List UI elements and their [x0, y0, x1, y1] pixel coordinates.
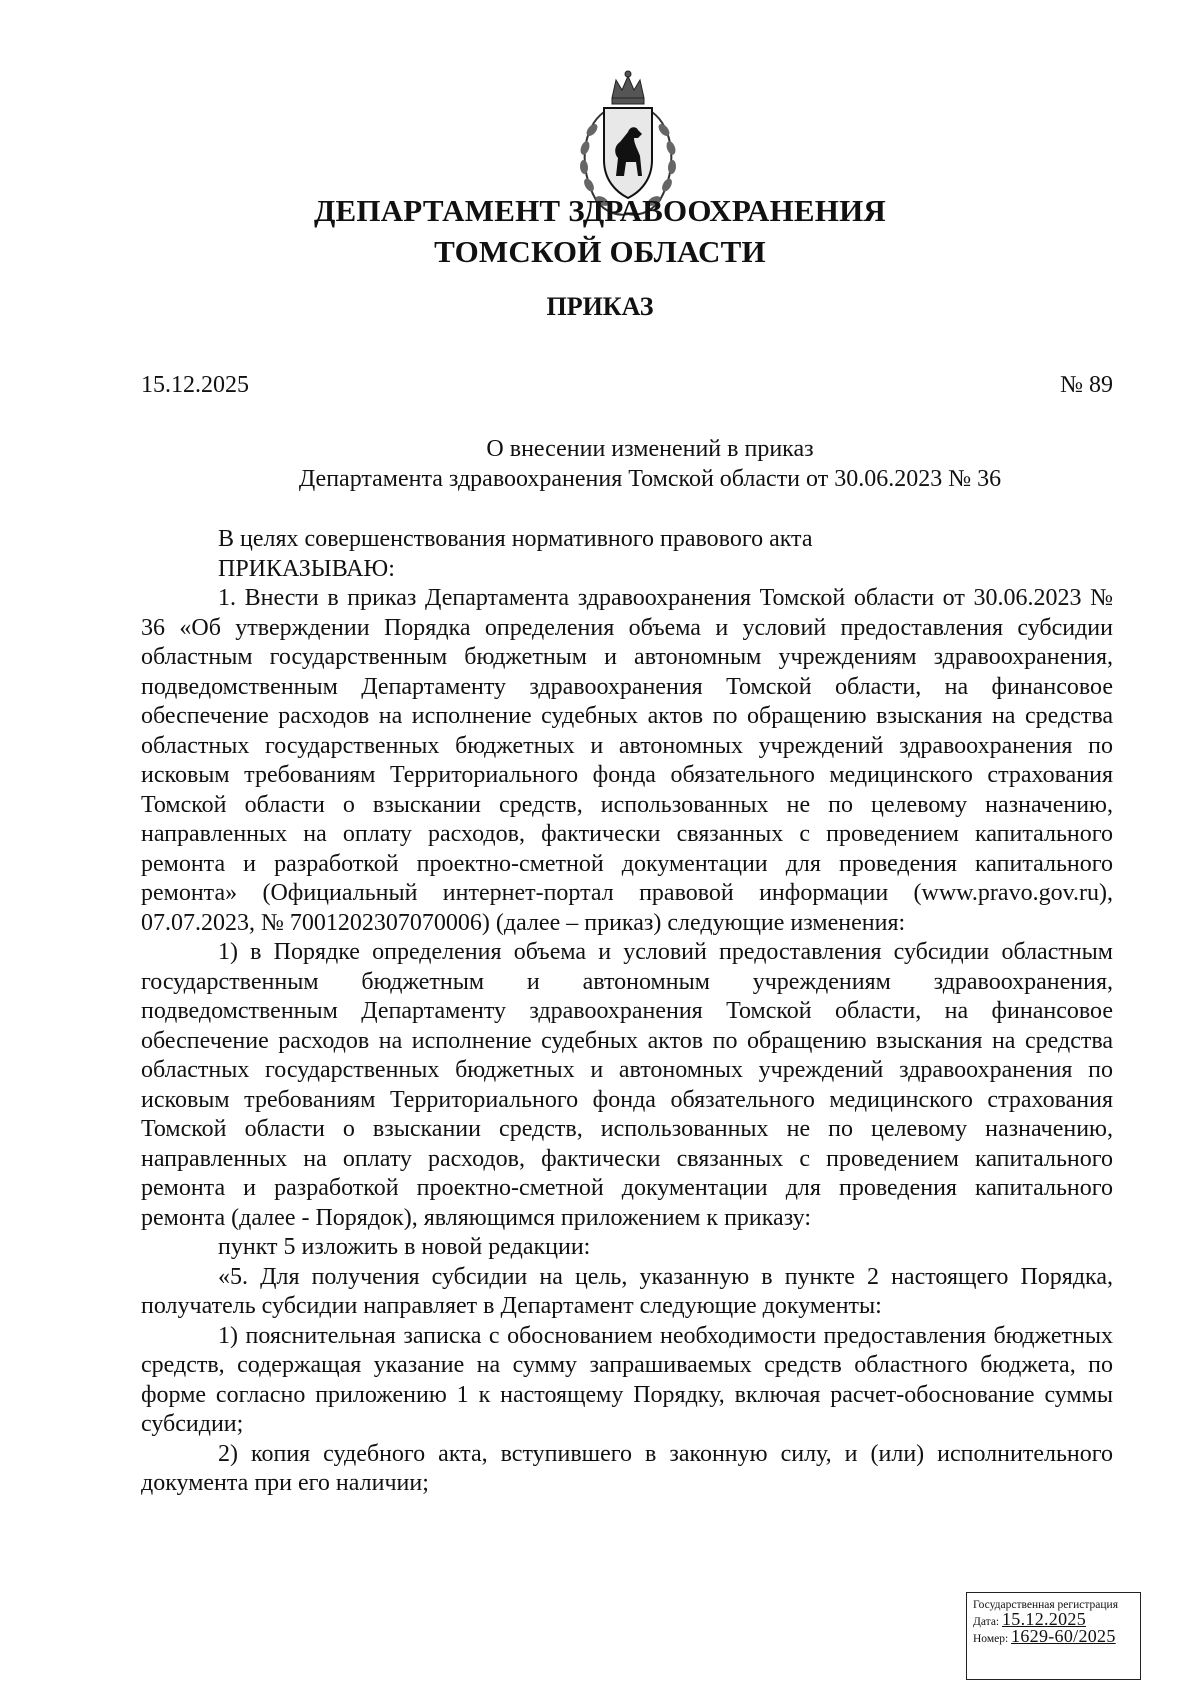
- paragraph-1-1: 1) в Порядке определения объема и условий предоставления субсидии областным государственным бюджетным и автономным учреждениям здравоохранения, подведомственным Департаменту здравоохранения Томской области, на финансовое обеспечение расходов на исполнение судебных актов по обращению взыскания на средства областных государственных бюджетных и автономных учреждений здравоохранения по исковым требованиям Территориального фонда обязательного медицинского страхования Томской области о взыскании средств, использованных не по целевому назначению, направленных на оплату расходов, фактически связанных с проведением капитального ремонта и разработкой проектно-сметной документации для проведения капитального ремонта (далее - Порядок), являющимся приложением к приказу:: [141, 939, 1113, 1231]
- subject-line1: О внесении изменений в приказ: [486, 436, 814, 462]
- registration-date: 15.12.2025: [1002, 1609, 1086, 1629]
- document-subject: [250, 434, 1050, 494]
- registration-title: Государственная регистрация: [973, 1599, 1118, 1611]
- registration-number: 1629-60/2025: [1011, 1626, 1116, 1646]
- order-verb: ПРИКАЗЫВАЮ:: [218, 555, 395, 582]
- subject-line2: Департамента здравоохранения Томской области от 30.06.2023 № 36: [298, 466, 1002, 492]
- paragraph-1: 1. Внести в приказ Департамента здравоохранения Томской области от 30.06.2023 № 36 «Об утверждении Порядка определения объема и условий предоставления субсидии областным государственным бюджетным и автономным учреждениям здравоохранения, подведомственным Департаменту здравоохранения Томской области, на финансовое обеспечение расходов на исполнение судебных актов по обращению взыскания на средства областных государственных бюджетных и автономных учреждений здравоохранения по исковым требованиям Территориального фонда обязательного медицинского страхования Томской области о взыскании средств, использованных не по целевому назначению, направленных на оплату расходов, фактически связанных с проведением капитального ремонта и разработкой проектно-сметной документации для проведения капитального ремонта» (Официальный интернет-портал правовой информации (www.pravo.gov.ru), 07.07.2023, № 7001202307070006) (далее – приказ) следующие изменения:: [141, 585, 1113, 936]
- document-body: [141, 525, 1113, 1499]
- registration-stamp: [966, 1592, 1141, 1680]
- document-number: № 89: [1060, 372, 1113, 398]
- preamble: В целях совершенствования нормативного правового акта: [218, 526, 813, 552]
- registration-number-label: Номер:: [973, 1633, 1009, 1645]
- document-type: ПРИКАЗ: [546, 292, 654, 321]
- paragraph-5-1: 1) пояснительная записка с обоснованием необходимости предоставления бюджетных средств, содержащая указание на сумму запрашиваемых средств областного бюджета, по форме согласно приложению 1 к настоящему Порядку, включая расчет-обоснование суммы субсидии;: [141, 1322, 1113, 1437]
- paragraph-instruction: пункт 5 изложить в новой редакции:: [218, 1234, 591, 1260]
- document-date: 15.12.2025: [141, 372, 249, 398]
- paragraph-5-2: 2) копия судебного акта, вступившего в законную силу, и (или) исполнительного документа при его наличии;: [141, 1440, 1113, 1496]
- registration-date-label: Дата:: [973, 1616, 1000, 1628]
- paragraph-5: «5. Для получения субсидии на цель, указанную в пункте 2 настоящего Порядка, получатель субсидии направляет в Департамент следующие документы:: [141, 1263, 1113, 1319]
- organization-name-line2: ТОМСКОЙ ОБЛАСТИ: [434, 234, 766, 269]
- organization-name-line1: ДЕПАРТАМЕНТ ЗДРАВООХРАНЕНИЯ: [314, 193, 886, 228]
